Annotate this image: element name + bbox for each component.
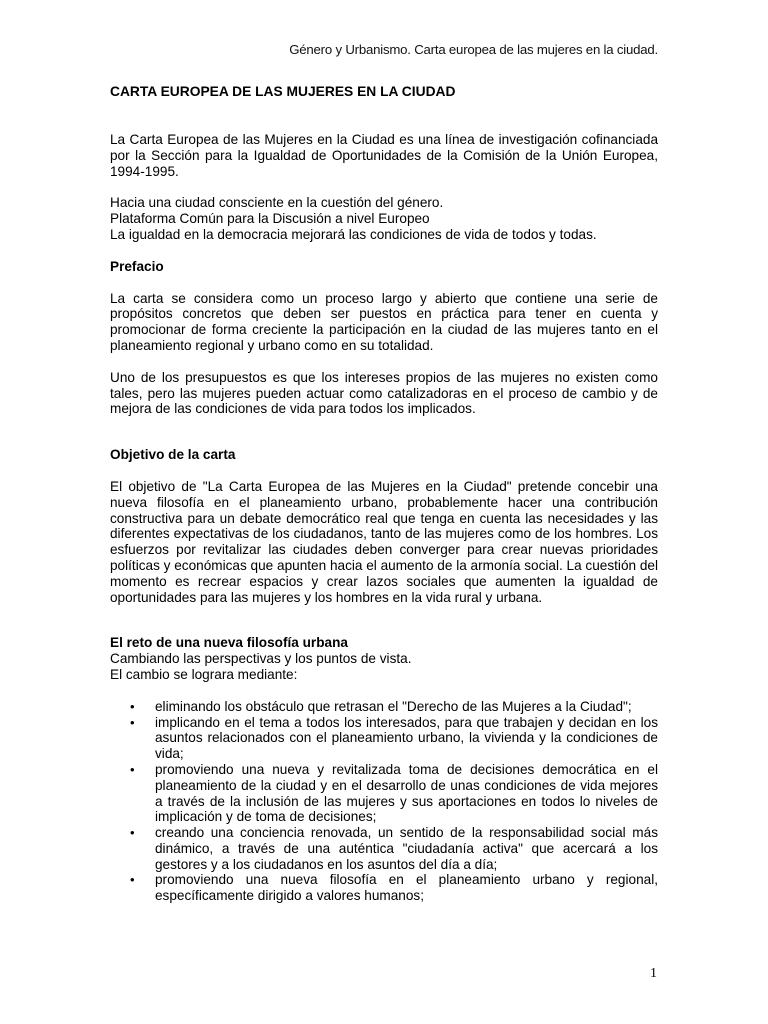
bullet-icon: • bbox=[130, 714, 135, 730]
tagline: La igualdad en la democracia mejorará las condiciones de vida de todos y todas. bbox=[110, 226, 597, 242]
reto-line: Cambiando las perspectivas y los puntos de vista. bbox=[110, 651, 412, 667]
objetivo-paragraph: El objetivo de "La Carta Europea de las Mujeres en la Ciudad" pretende concebir una nueva filosofía en el planeamiento urbano, probablemente hacer una contribución constructiva para un debate democrático real que tenga en cuenta las necesidades y las diferentes expectativas de los ciudadanos, tanto de las mujeres como de los hombres. Los esfuerzos por revitalizar las ciudades deben converger para crear nuevas prioridades políticas y económicas que apunten hacia el aumento de la armonía social. La cuestión del momento es recrear espacios y crear lazos sociales que aumenten la igualdad de oportunidades para las mujeres y los hombres en la vida rural y urbana. bbox=[110, 478, 658, 605]
list-item: • promoviendo una nueva filosofía en el planeamiento urbano y regional, específicamente dirigido a valores humanos; bbox=[130, 872, 658, 904]
list-item: • creando una conciencia renovada, un sentido de la responsabilidad social más dinámico, a través de una auténtica "ciudadanía activa" que acercará a los gestores y a los ciudadanos en los asuntos del día a día; bbox=[130, 825, 658, 872]
section-heading-prefacio: Prefacio bbox=[110, 258, 164, 274]
bullet-icon: • bbox=[130, 825, 135, 841]
tagline: Hacia una ciudad consciente en la cuestión del género. bbox=[110, 195, 444, 211]
list-item: • implicando en el tema a todos los interesados, para que trabajen y decidan en los asuntos relacionados con el planeamiento urbano, la vivienda y la condiciones de vida; bbox=[130, 714, 658, 762]
list-item: • eliminando los obstáculo que retrasan el "Derecho de las Mujeres a la Ciudad"; bbox=[130, 698, 632, 714]
bullet-list bbox=[110, 699, 658, 904]
page-number: 1 bbox=[650, 966, 657, 981]
document-title: CARTA EUROPEA DE LAS MUJERES EN LA CIUDAD bbox=[110, 84, 456, 99]
list-item: • promoviendo una nueva y revitalizada toma de decisiones democrática en el planeamiento de la ciudad y en el desarrollo de unas condiciones de vida mejores a través de la inclusión de las mujeres y sus aportaciones en todos lo niveles de implicación y de toma de decisiones; bbox=[130, 761, 658, 825]
section-heading-objetivo: Objetivo de la carta bbox=[110, 447, 236, 463]
section-heading-reto: El reto de una nueva filosofía urbana bbox=[110, 635, 348, 651]
taglines bbox=[110, 195, 658, 242]
document-body bbox=[110, 84, 658, 904]
intro-paragraph: La Carta Europea de las Mujeres en la Ciudad es una línea de investigación cofinanciada por la Sección para la Igualdad de Oportunidades de la Comisión de la Unión Europea, 1994-1995. bbox=[110, 132, 658, 179]
bullet-icon: • bbox=[130, 872, 135, 888]
bullet-icon: • bbox=[130, 698, 135, 714]
prefacio-paragraph: Uno de los presupuestos es que los intereses propios de las mujeres no existen como tales, pero las mujeres pueden actuar como catalizadoras en el proceso de cambio y de mejora de las condiciones de vida para todos los implicados. bbox=[110, 369, 658, 417]
prefacio-paragraph: La carta se considera como un proceso largo y abierto que contiene una serie de propósitos concretos que deben ser puestos en práctica para tener en cuenta y promocionar de forma creciente la participación en la ciudad de las mujeres tanto en el planeamiento regional y urbano como en su totalidad. bbox=[110, 290, 658, 353]
tagline: Plataforma Común para la Discusión a nivel Europeo bbox=[110, 211, 430, 227]
reto-line: El cambio se lograra mediante: bbox=[110, 666, 298, 682]
running-header: Género y Urbanismo. Carta europea de las mujeres en la ciudad. bbox=[289, 42, 658, 57]
bullet-icon: • bbox=[130, 761, 135, 777]
